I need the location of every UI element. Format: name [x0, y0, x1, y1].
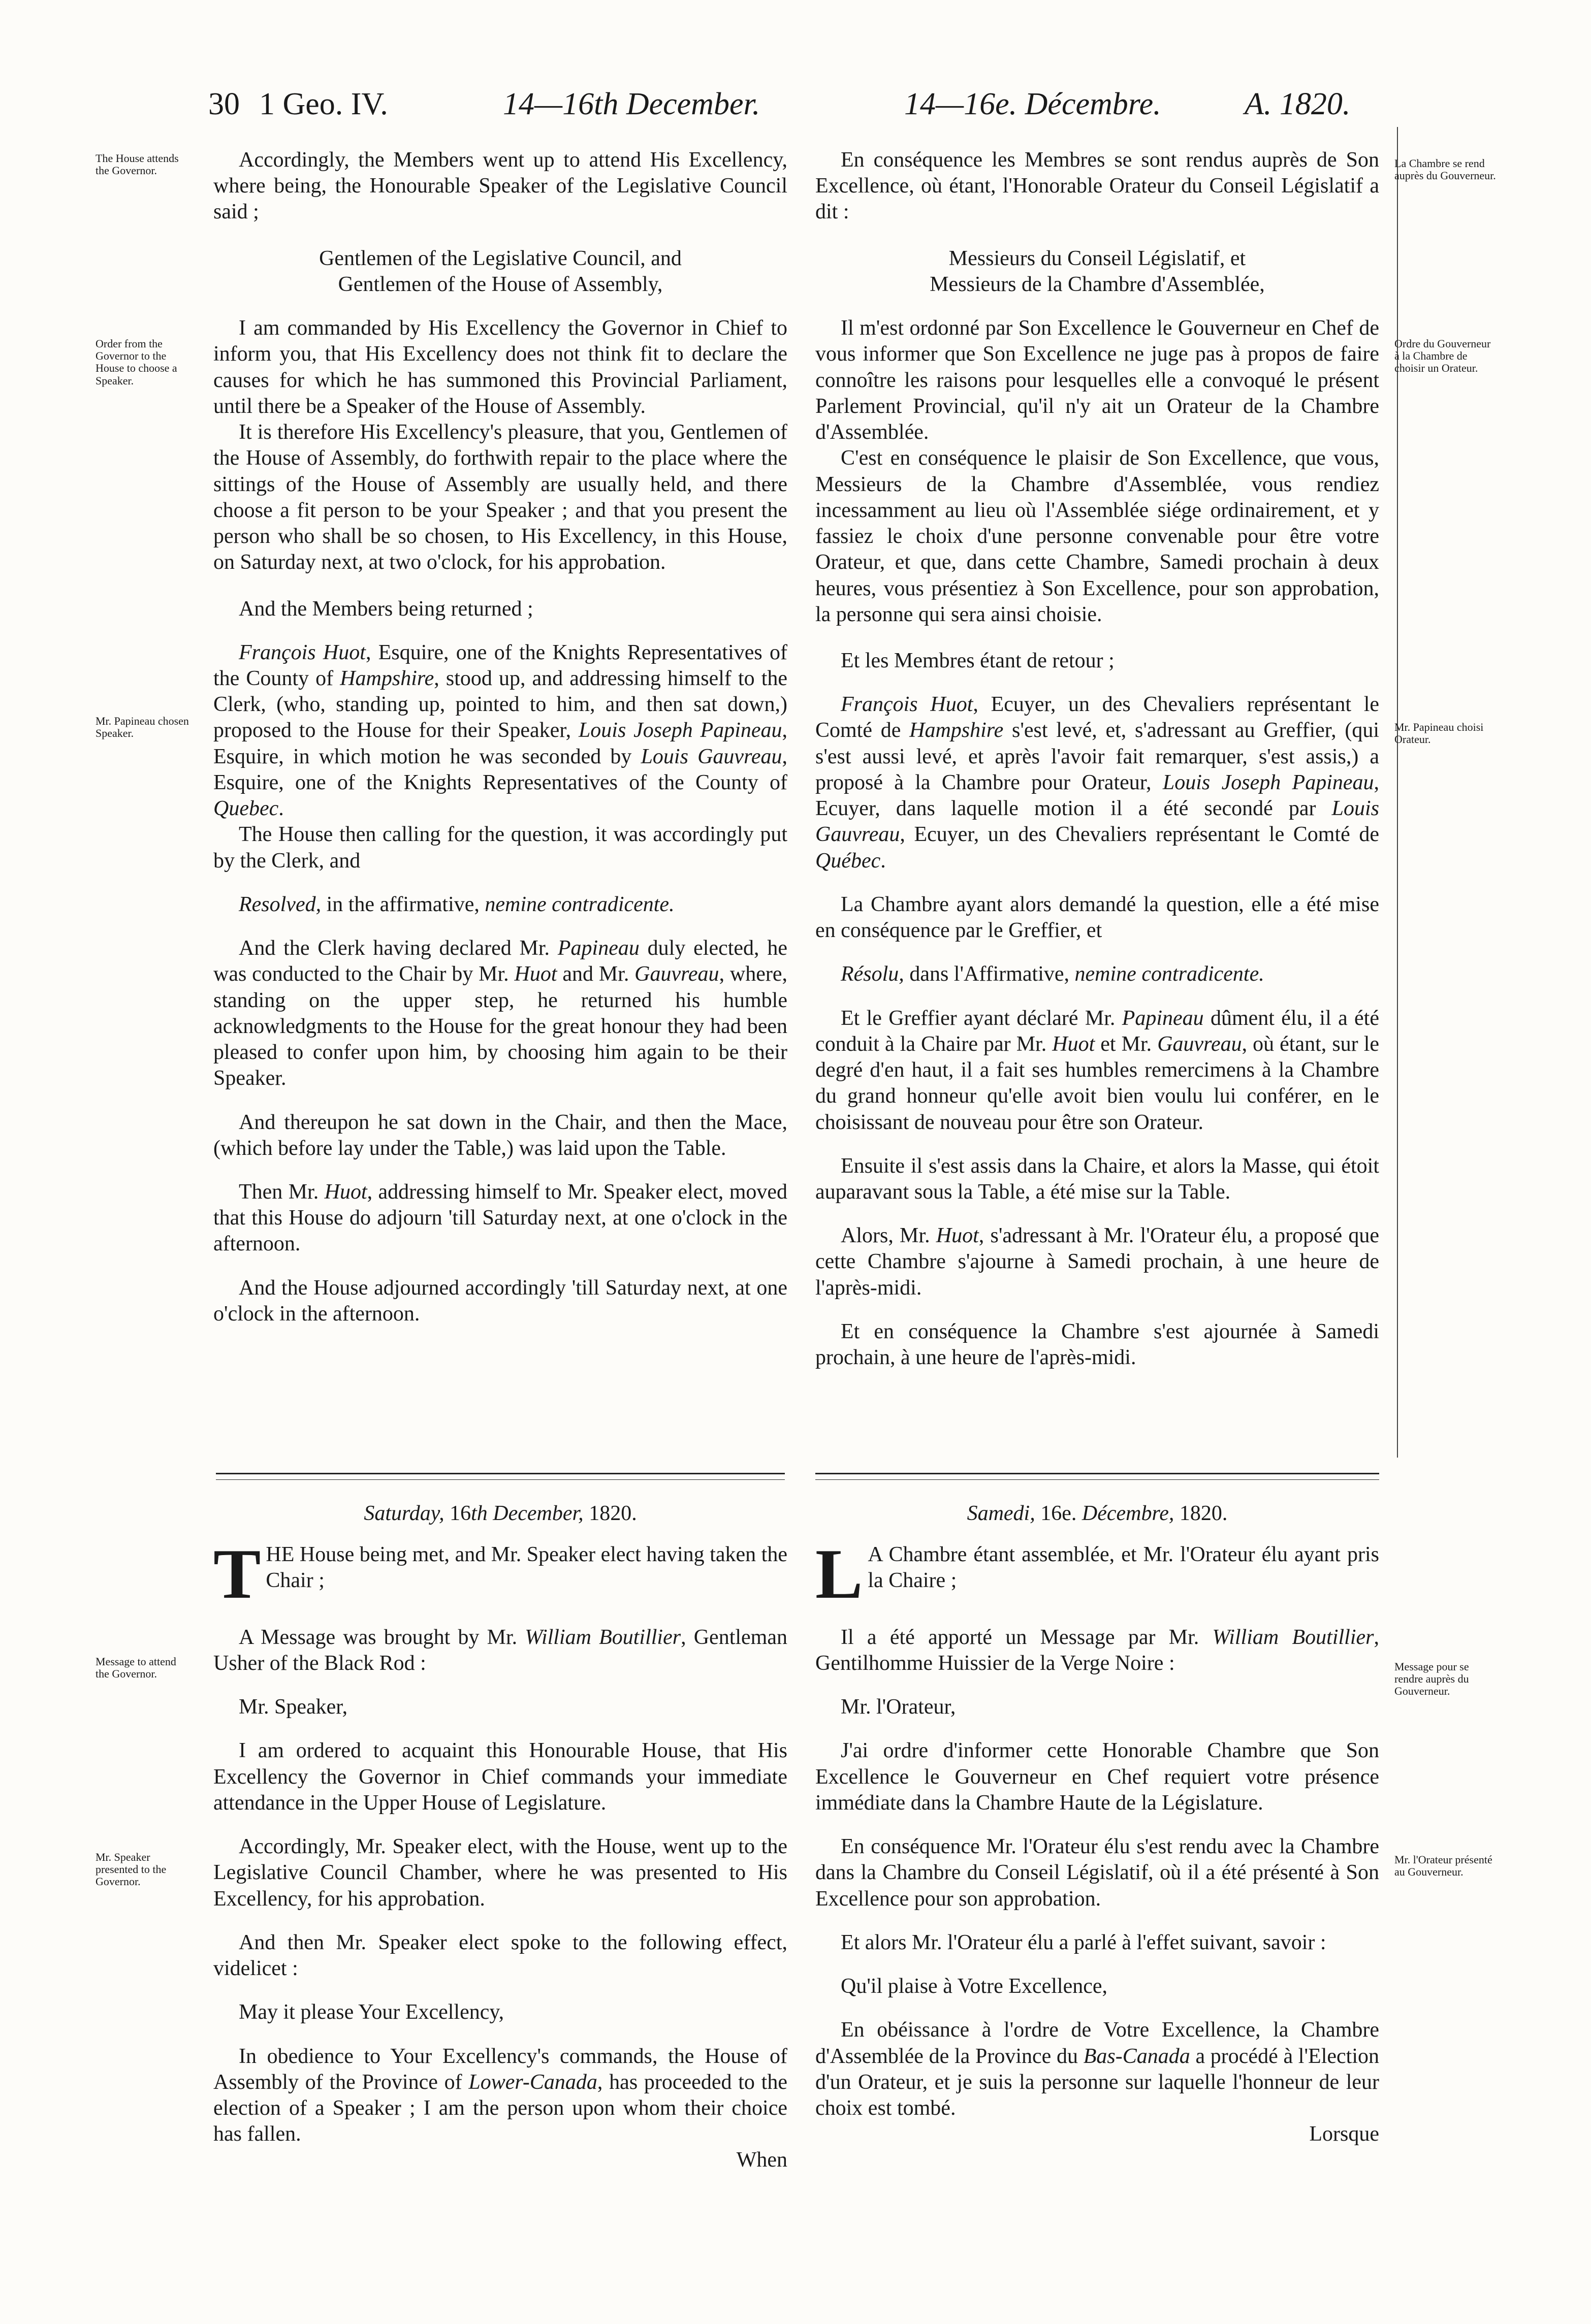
text: .: [880, 849, 886, 873]
text: .: [278, 797, 284, 821]
paragraph: [213, 2044, 787, 2148]
drop-cap: L: [815, 1535, 863, 1614]
text: , addressing himself to Mr. Speaker elect, moved that this House do adjourn 'till Saturday next, at one o'clock in the afternoon.: [213, 1180, 788, 1256]
paragraph: [815, 692, 1379, 874]
text: , Esquire, one of the Knights Representatives of the County of: [213, 640, 788, 690]
text: a procédé à l'Election d'un Orateur, et je suis la personne sur laquelle l'honneur de leur choix est tombé.: [815, 2044, 1379, 2120]
paragraph: En conséquence Mr. l'Orateur élu s'est rendu avec la Chambre dans la Chambre du Conseil Législatif, où il a été présenté à Son Excellence pour son approbation.: [815, 1835, 1379, 1911]
text: HE House being met, and Mr. Speaker elect having taken the Chair ;: [266, 1543, 787, 1593]
address-line: Gentlemen of the House of Assembly,: [338, 272, 663, 296]
place: Hampshire: [340, 666, 434, 690]
section-rule-en: [216, 1473, 785, 1480]
paragraph: I am commanded by His Excellency the Governor in Chief to inform you, that His Excellency does not think fit to declare the causes for which he has summoned this Provincial Parliament, until there be a Speaker of the House of Assembly.: [213, 316, 787, 418]
section-rule-fr: [815, 1473, 1379, 1480]
name: Louis Joseph Papineau: [578, 719, 782, 743]
margin-note-attend-fr: La Chambre se rend auprès du Gouverneur.: [1394, 157, 1496, 182]
text: in the affirmative,: [321, 892, 485, 916]
text: dans l'Affirmative,: [904, 962, 1075, 986]
place: Bas-Canada: [1083, 2044, 1190, 2068]
catchword: When: [736, 2148, 787, 2172]
text: nemine contradicente.: [1074, 962, 1264, 986]
english-column: [213, 147, 787, 1327]
name: William Boutillier: [1212, 1625, 1374, 1649]
paragraph: [815, 1625, 1379, 1676]
paragraph: [213, 640, 787, 822]
place: Lower-Canada: [468, 2070, 597, 2094]
text: Then Mr.: [239, 1180, 325, 1204]
margin-note-order-en: Order from the Governor to the House to choose a Speaker.: [96, 337, 177, 387]
date-heading: [815, 1501, 1379, 1527]
address-line: Messieurs de la Chambre d'Assemblée,: [930, 272, 1265, 296]
text: Décembre,: [1081, 1502, 1174, 1525]
text: , has proceeded to the election of a Speaker ; I am the person upon whom their choice has fallen.: [213, 2070, 787, 2146]
place: Hampshire: [909, 719, 1004, 743]
paragraph: Ensuite il s'est assis dans la Chaire, et alors la Masse, qui étoit auparavant sous la Table, a été mise sur la Table.: [815, 1154, 1379, 1204]
paragraph: I am ordered to acquaint this Honourable House, that His Excellency the Governor in Chief commands your immediate attendance in the Upper House of Legislature.: [213, 1739, 787, 1815]
text: In obedience to Your Excellency's commands, the House of Assembly of the Province of: [213, 2044, 787, 2094]
resolution: [815, 961, 1379, 987]
text: , s'adressant à Mr. l'Orateur élu, a proposé que cette Chambre s'ajourne à Samedi prochain, à une heure de l'après-midi.: [815, 1224, 1379, 1300]
name: Huot: [514, 962, 557, 986]
dates-fr: 14—16e. Décembre.: [904, 87, 1161, 121]
paragraph: La Chambre ayant alors demandé la question, elle a été mise en conséquence par le Greffier, et: [815, 892, 1379, 943]
paragraph: Et les Membres étant de retour ;: [841, 649, 1115, 672]
text: , Gentilhomme Huissier de la Verge Noire :: [815, 1625, 1379, 1675]
paragraph: [213, 1535, 787, 1614]
text: 1820.: [583, 1502, 637, 1525]
paragraph: Accordingly, Mr. Speaker elect, with the House, went up to the Legislative Council Chamber, where he was presented to His Excellency, for his approbation.: [213, 1835, 787, 1911]
resolution: [213, 892, 787, 918]
paragraph: C'est en conséquence le plaisir de Son Excellence, que vous, Messieurs de la Chambre d'Assemblée, vous rendiez incessamment au lieu où l'Assemblée siége ordinairement, et y fassiez le choix d'une personne convenable pour être votre Orateur, et que, dans cette Chambre, Samedi prochain à deux heures, vous présentiez à Son Excellence, pour son approbation, la personne qui sera ainsi choisie.: [815, 446, 1379, 626]
margin-note-papineau-en: Mr. Papineau chosen Speaker.: [96, 715, 189, 740]
name: Louis Gauvreau: [641, 745, 782, 768]
text: s'est levé, et, s'adressant au Greffier, (qui s'est aussi levé, et après l'avoir fait remarquer, s'est assis,) a proposé à la Chambre pour Orateur,: [815, 719, 1379, 794]
name: Louis Joseph Papineau: [1162, 770, 1374, 794]
english-column-saturday: [213, 1501, 787, 2174]
paragraph: And the Members being returned ;: [239, 597, 533, 621]
catchword: Lorsque: [1309, 2122, 1379, 2146]
text: et Mr.: [1095, 1032, 1158, 1056]
text: Et le Greffier ayant déclaré Mr.: [841, 1006, 1122, 1030]
text: En obéissance à l'ordre de Votre Excellence, la Chambre d'Assemblée de la Province du: [815, 2018, 1379, 2068]
text: , stood up, and addressing himself to the Clerk, (who, standing up, pointed to him, and then sat down,) proposed to the House for their Speaker,: [213, 666, 787, 743]
text: , Esquire, one of the Knights Representatives of the County of: [213, 745, 788, 794]
year: A. 1820.: [1245, 87, 1351, 121]
paragraph: Il m'est ordonné par Son Excellence le Gouverneur en Chef de vous informer que Son Excellence ne juge pas à propos de faire connoître les raisons pour lesquelles elle a convoqué le présent Parlement Provincial, qu'il n'y ait un Orateur de la Chambre d'Assemblée.: [815, 316, 1379, 444]
name: Papineau: [557, 937, 640, 960]
paragraph: Accordingly, the Members went up to attend His Excellency, where being, the Honourable Speaker of the Legislative Council said ;: [213, 148, 787, 224]
paragraph: [815, 1006, 1379, 1136]
text: And the Clerk having declared Mr.: [239, 937, 558, 960]
text: , Ecuyer, un des Chevaliers représentant le Comté de: [815, 693, 1380, 743]
drop-cap: T: [213, 1535, 261, 1614]
name: William Boutillier: [525, 1625, 681, 1649]
paragraph: And then Mr. Speaker elect spoke to the following effect, videlicet :: [213, 1930, 787, 1981]
name: Huot: [936, 1224, 979, 1248]
reign: 1 Geo. IV.: [259, 87, 388, 121]
margin-note-message-en: Message to attend the Governor.: [96, 1655, 176, 1681]
text: 1820.: [1174, 1502, 1228, 1525]
text: th December,: [471, 1502, 584, 1525]
text: Saturday,: [364, 1502, 444, 1525]
name: Huot: [1052, 1032, 1095, 1056]
text: , où étant, sur le degré d'en haut, il a fait ses humbles remercimens à la Chambre du grand honneur qu'elle avoit bien voulu lui conférer, en le choisissant de nouveau pour être son Orateur.: [815, 1032, 1380, 1134]
margin-note-presented-en: Mr. Speaker presented to the Governor.: [96, 1851, 167, 1888]
text: A Chambre étant assemblée, et Mr. l'Orateur élu ayant pris la Chaire ;: [868, 1543, 1379, 1593]
text: duly elected, he was conducted to the Chair by Mr.: [213, 937, 787, 986]
salutation: Mr. Speaker,: [239, 1695, 348, 1719]
text: , Esquire, in which motion he was seconded by: [213, 719, 788, 768]
place: Quebec: [213, 797, 279, 821]
date-heading: [213, 1501, 787, 1527]
text: Resolved,: [239, 892, 322, 916]
page-header: [0, 86, 1591, 132]
page-number: 30: [208, 87, 240, 121]
text: 16e.: [1035, 1502, 1082, 1525]
paragraph: [213, 935, 787, 1091]
margin-note-order-fr: Ordre du Gouverneur à la Chambre de choisir un Orateur.: [1394, 337, 1491, 375]
text: Samedi,: [967, 1502, 1035, 1525]
text: and Mr.: [557, 962, 635, 986]
paragraph: Et alors Mr. l'Orateur élu a parlé à l'effet suivant, savoir :: [841, 1930, 1326, 1954]
text: 16: [444, 1502, 471, 1525]
paragraph: And thereupon he sat down in the Chair, and then the Mace, (which before lay under the Table,) was laid upon the Table.: [213, 1110, 787, 1160]
margin-note-papineau-fr: Mr. Papineau choisi Orateur.: [1394, 721, 1484, 746]
salutation: Qu'il plaise à Votre Excellence,: [841, 1975, 1107, 1998]
paragraph: And the House adjourned accordingly 'till Saturday next, at one o'clock in the afternoon.: [213, 1276, 787, 1326]
name: Gauvreau: [634, 962, 719, 986]
text: Il a été apporté un Message par Mr.: [841, 1625, 1213, 1649]
text: Résolu,: [841, 962, 904, 986]
text: Alors, Mr.: [841, 1224, 936, 1248]
paragraph: En conséquence les Membres se sont rendus auprès de Son Excellence, où étant, l'Honorable Orateur du Conseil Législatif a dit :: [815, 148, 1379, 224]
paragraph: [815, 2017, 1379, 2121]
margin-note-presented-fr: Mr. l'Orateur présenté au Gouverneur.: [1394, 1853, 1492, 1879]
address-line: Messieurs du Conseil Législatif, et: [948, 246, 1246, 270]
text: , Ecuyer, un des Chevaliers représentant le Comté de: [900, 823, 1379, 847]
text: , where, standing on the upper step, he returned his humble acknowledgments to the House for the great honour they had been pleased to confer upon him, by choosing him again to be their Speaker.: [213, 962, 787, 1090]
paragraph: The House then calling for the question, it was accordingly put by the Clerk, and: [213, 823, 787, 873]
paragraph: [815, 1535, 1379, 1614]
paragraph: It is therefore His Excellency's pleasure, that you, Gentlemen of the House of Assembly, do forthwith repair to the place where the sittings of the House of Assembly are usually held, and there choose a fit person to be your Speaker ; and that you present the person who shall be so chosen, to His Excellency, in this House, on Saturday next, at two o'clock, for his approbation.: [213, 421, 787, 574]
margin-note-message-fr: Message pour se rendre auprès du Gouverneur.: [1394, 1660, 1469, 1698]
address-line: Gentlemen of the Legislative Council, and: [319, 246, 682, 270]
name: Huot: [324, 1180, 367, 1204]
french-column-samedi: [815, 1501, 1379, 2147]
french-column: [815, 147, 1379, 1371]
name: François Huot: [239, 640, 366, 664]
paragraph: J'ai ordre d'informer cette Honorable Chambre que Son Excellence le Gouverneur en Chef requiert votre présence immédiate dans la Chambre Haute de la Législature.: [815, 1739, 1379, 1815]
text: dûment élu, il a été conduit à la Chaire par Mr.: [815, 1006, 1379, 1056]
name: Gauvreau: [1157, 1032, 1242, 1056]
name: François Huot: [841, 693, 973, 717]
paragraph: Et en conséquence la Chambre s'est ajournée à Samedi prochain, à une heure de l'après-midi.: [815, 1319, 1379, 1370]
dates-en: 14—16th December.: [503, 87, 760, 121]
margin-note-attend-en: The House attends the Governor.: [96, 152, 179, 177]
paragraph: [815, 1223, 1379, 1301]
paragraph: [213, 1179, 787, 1257]
name: Papineau: [1122, 1006, 1204, 1030]
paragraph: [213, 1625, 787, 1676]
place: Québec: [815, 849, 881, 873]
text: A Message was brought by Mr.: [239, 1625, 525, 1649]
text: , Ecuyer, dans laquelle motion il a été secondé par: [815, 770, 1380, 821]
text: nemine contradicente.: [485, 892, 675, 916]
salutation: May it please Your Excellency,: [239, 2000, 504, 2024]
salutation: Mr. l'Orateur,: [841, 1695, 956, 1719]
name: Louis Gauvreau: [815, 797, 1379, 847]
text: , Gentleman Usher of the Black Rod :: [213, 1625, 787, 1675]
margin-rule: [1397, 127, 1398, 1458]
